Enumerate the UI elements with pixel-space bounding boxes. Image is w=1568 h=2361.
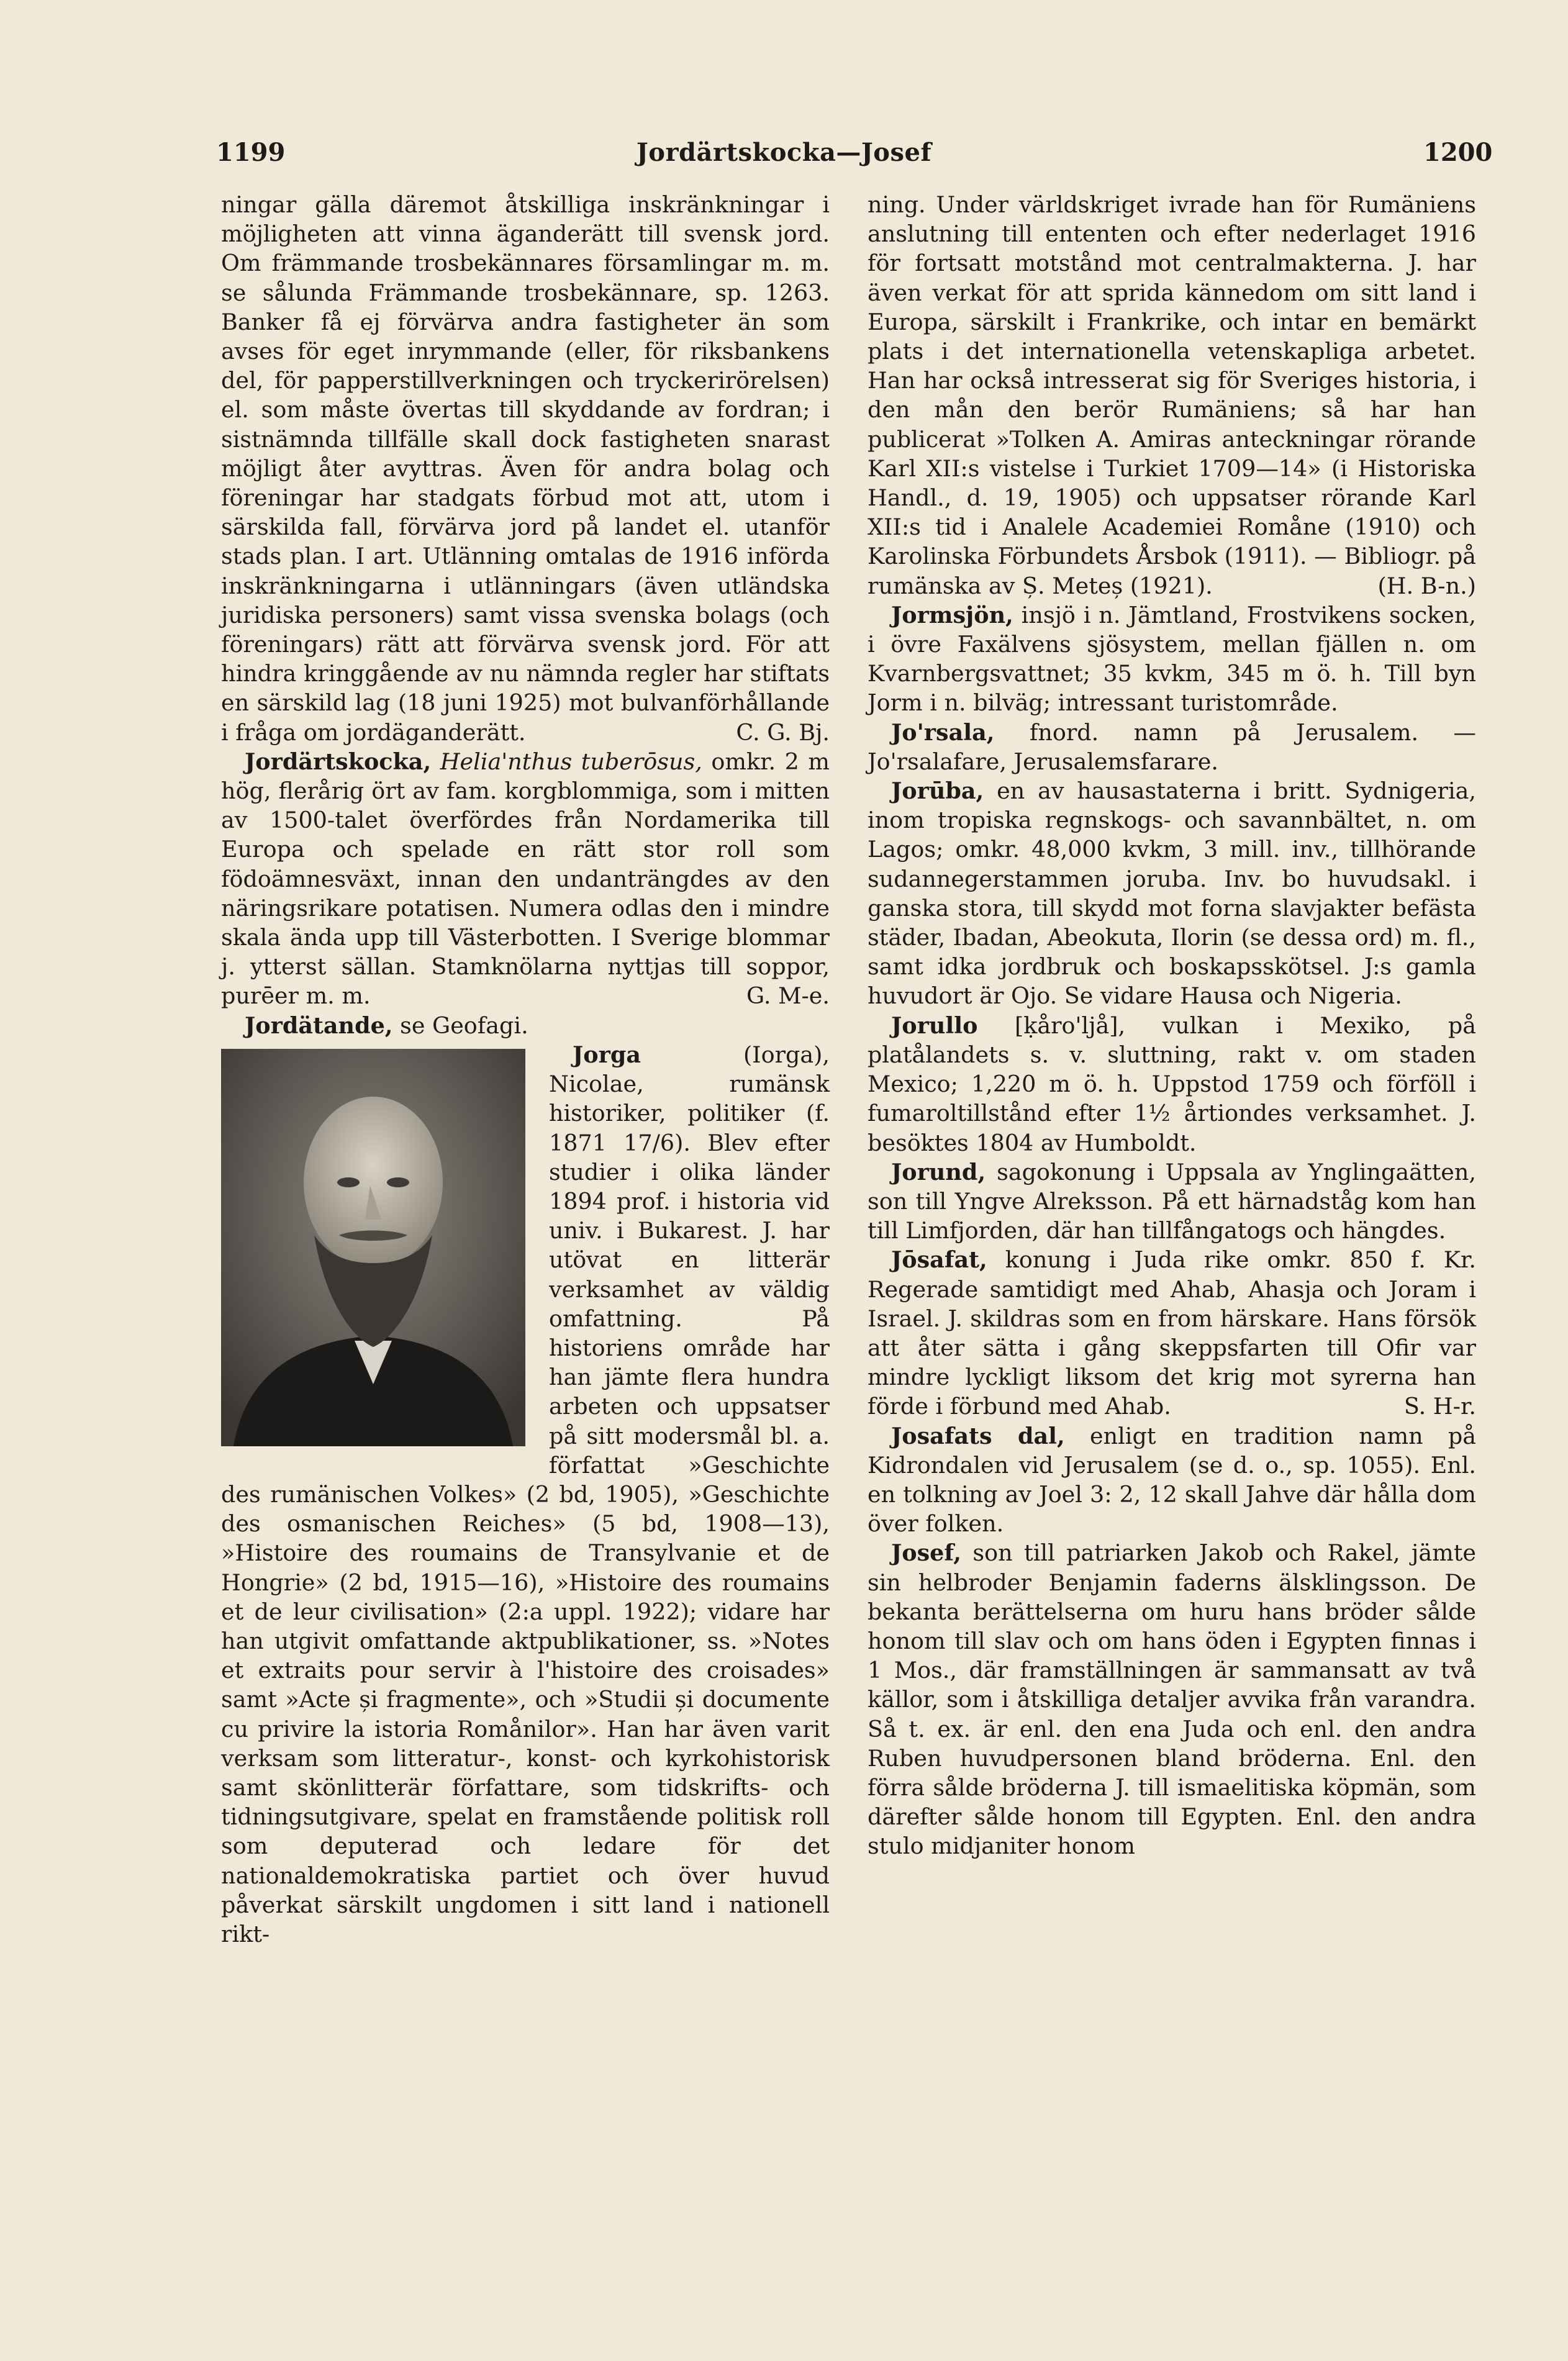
article-jorund bbox=[868, 1158, 1476, 1246]
article-jordatande bbox=[221, 1011, 830, 1040]
article-josef bbox=[868, 1538, 1476, 1860]
article-text: [ḳåro'ljå], vulkan i Mexiko, på platålandets s. v. sluttning, rakt v. om staden Mexico; 1,220 m ö. h. Uppstod 1759 och förföll i fumaroltillstånd efter 1½ årtiondes verksamhet. J. besöktes 1804 av Humboldt. bbox=[868, 1012, 1476, 1156]
left-column bbox=[221, 190, 830, 1949]
author-signature: S. H-r. bbox=[1403, 1393, 1476, 1420]
article-jorullo bbox=[868, 1011, 1476, 1158]
article-text: ningar gälla däremot åtskilliga inskränkningar i möjligheten att vinna äganderätt till svensk jord. Om främmande trosbekännares församlingar m. m. se sålunda Främmande trosbekännare, sp. 1263. Banker få ej förvärva andra fastigheter än som avses för eget inrymmande (eller, för riksbankens del, för papperstillverkningen och tryckerirörelsen) el. som måste övertas till skyddande av fordran; i sistnämnda tillfälle skall dock fastigheten snarast möjligt åter avyttras. Även för andra bolag och föreningar har stadgats förbud mot att, utom i särskilda fall, förvärva jord på landet el. utanför stads plan. I art. Utlänning omtalas de 1916 införda inskränkningarna i utlänningars (även utländska juridiska personers) samt vissa svenska bolags (och föreningars) rätt att förvärva svensk jord. För att hindra kringgående av nu nämnda regler har stiftats en särskild lag (18 juni 1925) mot bulvanförhållande i fråga om jordäganderätt. bbox=[221, 191, 830, 746]
entry-headword: Josef, bbox=[891, 1539, 961, 1567]
entry-headword: Josafats dal, bbox=[891, 1422, 1065, 1449]
article-text: omkr. 2 m hög, flerårig ört av fam. korgblommiga, som i mitten av 1500-talet överfördes från Nordamerika till Europa och spelade en rätt stor roll som födoämnesväxt, innan den undanträngdes av den näringsrikare potatisen. Numera odlas den i mindre skala ända upp till Västerbotten. I Sverige blommar j. ytterst sällan. Stamknölarna nyttjas till soppor, purēer m. m. bbox=[221, 748, 830, 1010]
author-signature: (H. B-n.) bbox=[1377, 572, 1476, 599]
article-text: son till patriarken Jakob och Rakel, jämte sin helbroder Benjamin faderns älsklingsson. De bekanta berättelserna om huru hans bröder sålde honom till slav och om hans öden i Egypten finnas i 1 Mos., där framställningen är sammansatt av två källor, som i åtskilliga detaljer avvika från varandra. Så t. ex. är enl. den ena Juda och enl. den andra Ruben huvudpersonen bland bröderna. Enl. den förra sålde bröderna J. till ismaelitiska köpmän, som därefter sålde honom till Egypten. Enl. den andra stulo midjaniter honom bbox=[868, 1539, 1476, 1860]
article-text: ning. Under världskriget ivrade han för Rumäniens anslutning till ententen och efter nederlaget 1916 för fortsatt motstånd mot centralmakterna. J. har även verkat för att sprida kännedom om sitt land i Europa, särskilt i Frankrike, och intar en bemärkt plats i det internationella vetenskapliga arbetet. Han har också intresserat sig för Sveriges historia, i den mån den berör Rumäniens; så har han publicerat »Tolken A. Amiras anteckningar rörande Karl XII:s vistelse i Turkiet 1709—14» (i Historiska Handl., d. 19, 1905) och uppsatser rörande Karl XII:s tid i Analele Academiei Romåne (1910) och Karolinska Förbundets Årsbok (1911). — Bibliogr. på rumänska av Ș. Meteș (1921). bbox=[868, 191, 1476, 599]
entry-headword: Jordätande, bbox=[245, 1012, 393, 1039]
article-josafats-dal bbox=[868, 1421, 1476, 1539]
entry-headword: Jormsjön, bbox=[891, 601, 1013, 628]
entry-headword: Jorullo bbox=[891, 1012, 978, 1039]
author-signature: C. G. Bj. bbox=[736, 718, 830, 746]
entry-headword: Jordärtskocka, bbox=[245, 748, 432, 775]
latin-name: Helia'nthus tuberōsus, bbox=[440, 748, 702, 775]
article-text: en av hausastaterna i britt. Sydnigeria, inom tropiska regnskogs- och savannbältet, n. om Lagos; omkr. 48,000 kvkm, 3 mill. inv., tillhörande sudannegerstammen joruba. Inv. bo huvudsakl. i ganska stora, till skydd mot forna slavjakter befästa städer, Ibadan, Abeokuta, Ilorin (se dessa ord) m. fl., samt idka jordbruk och boskapsskötsel. J:s gamla huvudort är Ojo. Se vidare Hausa och Nigeria. bbox=[868, 777, 1476, 1010]
entry-headword: Jorga bbox=[573, 1041, 641, 1068]
article-text: insjö i n. Jämtland, Frostvikens socken, i övre Faxälvens sjösystem, mellan fjällen n. om Kvarnbergsvattnet; 35 kvkm, 345 m ö. h. Till byn Jorm i n. bilväg; intressant turistområde. bbox=[868, 601, 1476, 717]
article-jord-continuation bbox=[221, 190, 830, 747]
page-number-left: 1199 bbox=[216, 138, 286, 167]
article-text: sagokonung i Uppsala av Ynglingaätten, son till Yngve Alreksson. På ett härnadståg kom han till Limfjorden, där han tillfångatogs och hängdes. bbox=[868, 1158, 1476, 1244]
article-text: fnord. namn på Jerusalem. — Jo'rsalafare, Jerusalemsfarare. bbox=[868, 718, 1476, 775]
article-joruba bbox=[868, 776, 1476, 1011]
entry-headword: Jorūba, bbox=[891, 777, 984, 805]
article-text: enligt en tradition namn på Kidrondalen vid Jerusalem (se d. o., sp. 1055). Enl. en tolkning av Joel 3: 2, 12 skall Jahve där hålla dom över folken. bbox=[868, 1422, 1476, 1538]
entry-headword: Jorund, bbox=[891, 1158, 986, 1185]
article-jormsjon bbox=[868, 600, 1476, 718]
portrait-photo bbox=[221, 1049, 525, 1446]
page-number-right: 1200 bbox=[1423, 138, 1493, 167]
article-text: konung i Juda rike omkr. 850 f. Kr. Regerade samtidigt med Ahab, Ahasja och Joram i Israel. J. skildras som en from härskare. Hans försök att åter sätta i gång skeppsfarten till Ofir var mindre lyckligt liksom det krig mot syrerna han förde i förbund med Ahab. bbox=[868, 1246, 1476, 1420]
article-text: (Iorga), Nicolae, rumänsk historiker, politiker (f. 1871 17/6). Blev efter studier i olika länder 1894 prof. i historia vid univ. i Bukarest. J. har utövat en litterär verksamhet av väldig omfattning. På historiens område har han jämte flera hundra arbeten och uppsatser på sitt modersmål bl. a. författat »Geschichte des rumänischen Volkes» (2 bd, 1905), »Geschichte des osmanischen Reiches» (5 bd, 1908—13), »Histoire des roumains de Transylvanie et de Hongrie» (2 bd, 1915—16), »Histoire des roumains et de leur civilisation» (2:a uppl. 1922); vidare har han utgivit omfattande aktpublikationer, ss. »Notes et extraits pour servir à l'histoire des croisades» samt »Acte și fragmente», och »Studii și documente cu privire la istoria Romånilor». Han har även varit verksam som litteratur-, konst- och kyrkohistorisk samt skönlitterär författare, som tidskrifts- och tidningsutgivare, spelat en framstående politisk roll som deputerad och ledare för det nationaldemokratiska partiet och över huvud påverkat särskilt ungdomen i sitt land i nationell rikt- bbox=[221, 1041, 830, 1947]
entry-headword: Jo'rsala, bbox=[891, 718, 995, 746]
author-signature: G. M-e. bbox=[746, 982, 830, 1010]
running-head: Jordärtskocka—Josef bbox=[636, 138, 932, 167]
article-jorga bbox=[221, 1040, 830, 1949]
right-column bbox=[868, 190, 1476, 1861]
article-jorsala bbox=[868, 718, 1476, 776]
article-text: se Geofagi. bbox=[392, 1012, 528, 1039]
article-josafat bbox=[868, 1245, 1476, 1421]
article-jordartskocka bbox=[221, 747, 830, 1011]
article-jorga-continuation bbox=[868, 190, 1476, 600]
entry-headword: Jōsafat, bbox=[891, 1246, 987, 1274]
